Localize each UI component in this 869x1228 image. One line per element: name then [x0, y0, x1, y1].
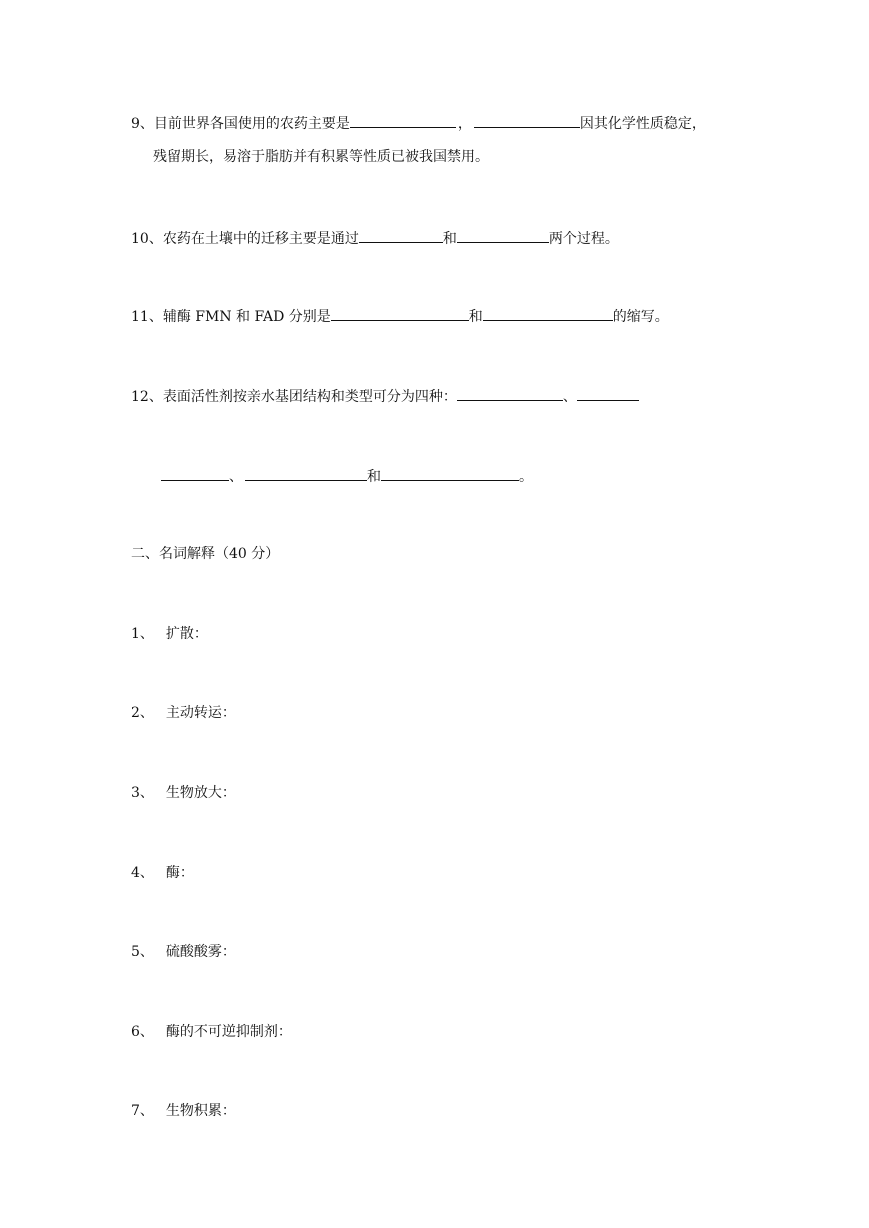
conjunction: 和 [442, 231, 457, 247]
item-number: 6、 [131, 1024, 154, 1040]
question-number: 12、 [131, 389, 163, 405]
answer-blank[interactable] [577, 385, 639, 401]
question-number: 11、 [131, 309, 163, 325]
answer-blank[interactable] [457, 385, 563, 401]
question-9-line-1 [131, 112, 706, 132]
question-12-line-1 [131, 385, 639, 405]
answer-blank[interactable] [483, 305, 613, 321]
definition-item [131, 1101, 236, 1121]
item-term: 酶： [165, 865, 194, 881]
answer-blank[interactable] [245, 465, 367, 481]
definition-item [131, 624, 208, 644]
item-number: 5、 [131, 944, 154, 960]
separator: 、 [229, 469, 243, 485]
question-number: 9、 [131, 116, 154, 132]
answer-blank[interactable] [381, 465, 519, 481]
punctuation: ， [457, 116, 472, 132]
item-term: 扩散： [165, 626, 208, 642]
definition-item [131, 942, 236, 962]
question-text: 辅酶 FMN 和 FAD 分别是 [162, 309, 331, 325]
definition-item [131, 863, 194, 883]
conjunction: 和 [367, 469, 381, 485]
answer-blank[interactable] [474, 112, 580, 128]
item-number: 4、 [131, 865, 154, 881]
item-number: 2、 [131, 705, 154, 721]
answer-blank[interactable] [359, 227, 443, 243]
definition-item [131, 703, 236, 723]
question-text: 因其化学性质稳定， [579, 116, 706, 132]
answer-blank[interactable] [161, 465, 229, 481]
question-text: 两个过程。 [548, 231, 619, 247]
punctuation: 。 [519, 469, 533, 485]
question-text: 农药在土壤中的迁移主要是通过 [162, 231, 359, 247]
item-number: 3、 [131, 785, 154, 801]
item-term: 生物放大： [165, 785, 236, 801]
question-text: 目前世界各国使用的农药主要是 [153, 116, 350, 132]
question-number: 10、 [131, 231, 163, 247]
conjunction: 和 [468, 309, 483, 325]
question-9-line-2 [153, 147, 489, 167]
section-heading: 二、名词解释（40 分） [131, 546, 280, 562]
item-number: 7、 [131, 1103, 154, 1119]
question-10 [131, 227, 619, 247]
question-11 [131, 305, 669, 325]
item-term: 酶的不可逆抑制剂： [165, 1024, 292, 1040]
item-term: 硫酸酸雾： [165, 944, 236, 960]
question-text: 表面活性剂按亲水基团结构和类型可分为四种： [162, 389, 457, 405]
item-term: 主动转运： [165, 705, 236, 721]
definition-item [131, 783, 236, 803]
separator: 、 [562, 389, 577, 405]
answer-blank[interactable] [457, 227, 549, 243]
question-text: 残留期长，易溶于脂肪并有积累等性质已被我国禁用。 [153, 149, 489, 165]
question-12-line-2 [161, 465, 533, 485]
answer-blank[interactable] [331, 305, 469, 321]
answer-blank[interactable] [350, 112, 456, 128]
item-term: 生物积累： [165, 1103, 236, 1119]
item-number: 1、 [131, 626, 154, 642]
definition-item [131, 1022, 292, 1042]
question-text: 的缩写。 [612, 309, 669, 325]
